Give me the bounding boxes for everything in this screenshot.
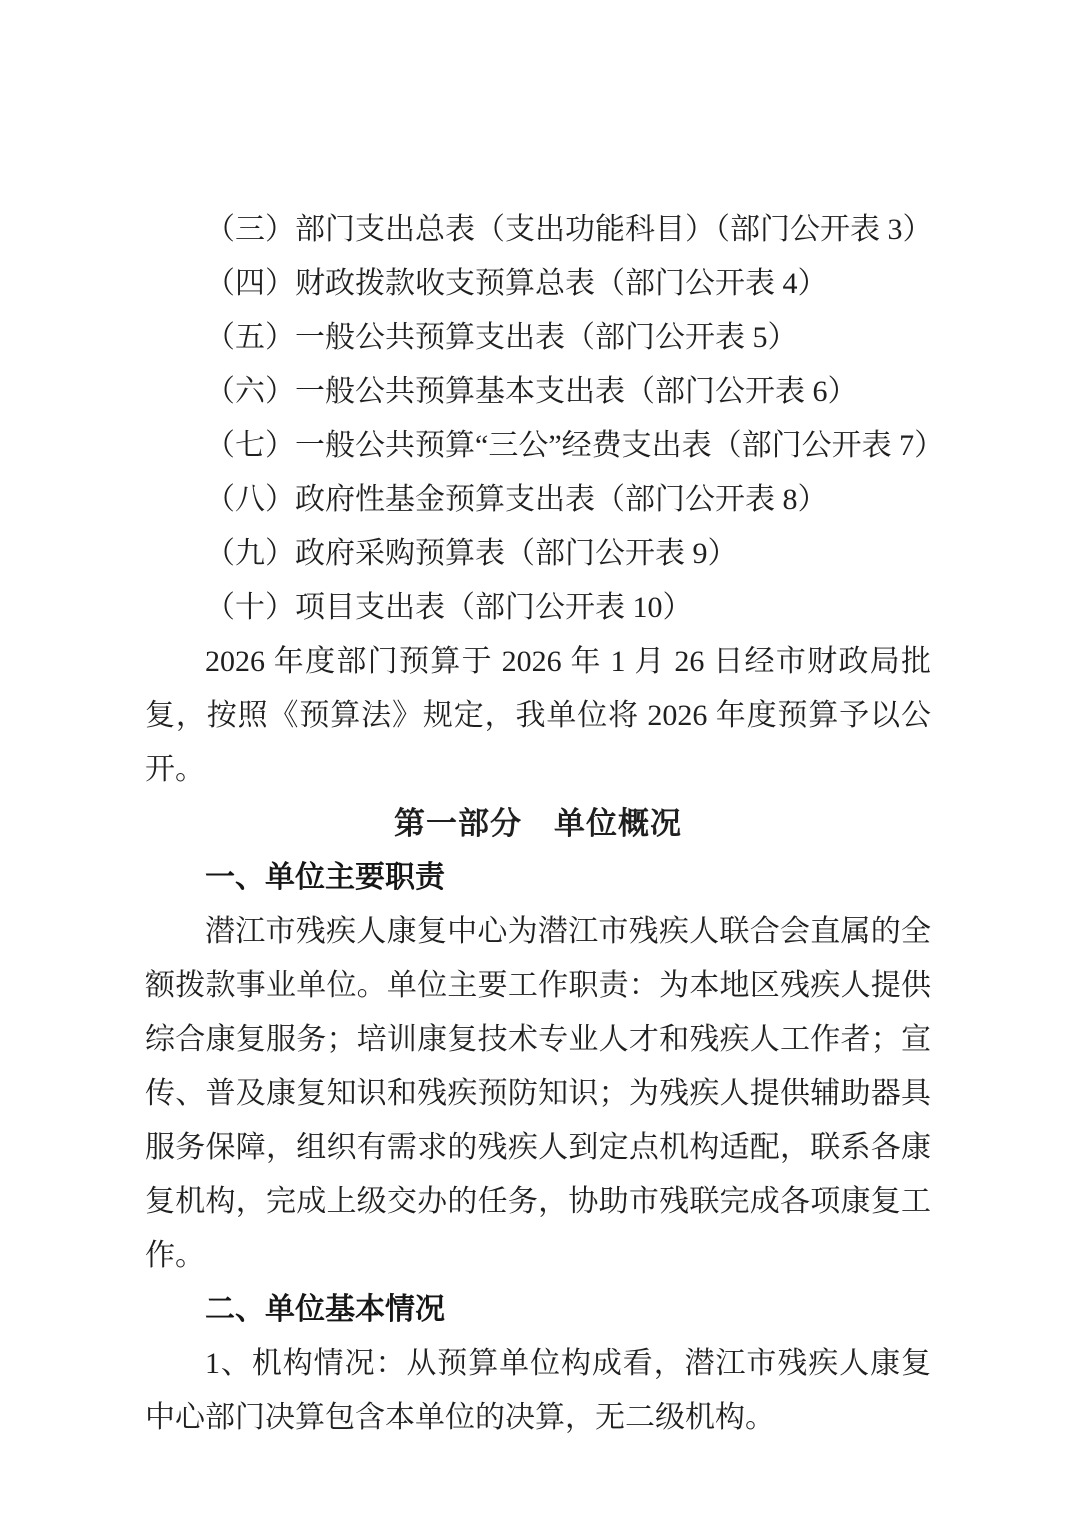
document-content [145, 203, 945, 1445]
toc-item: （四）财政拨款收支预算总表（部门公开表 4） [205, 267, 828, 300]
toc-item: （六）一般公共预算基本支出表（部门公开表 6） [205, 375, 858, 408]
section-body-basic-info: 1、机构情况：从预算单位构成看，潜江市残疾人康复中心部门决算包含本单位的决算，无二级机构。 [145, 1347, 931, 1434]
section-body-duties: 潜江市残疾人康复中心为潜江市残疾人联合会直属的全额拨款事业单位。单位主要工作职责：为本地区残疾人提供综合康复服务；培训康复技术专业人才和残疾人工作者；宣传、普及康复知识和残疾预防知识；为残疾人提供辅助器具服务保障，组织有需求的残疾人到定点机构适配，联系各康复机构，完成上级交办的任务，协助市残联完成各项康复工作。 [145, 915, 931, 1272]
toc-item: （八）政府性基金预算支出表（部门公开表 8） [205, 483, 828, 516]
toc-item: （十）项目支出表（部门公开表 10） [205, 591, 693, 624]
toc-item: （五）一般公共预算支出表（部门公开表 5） [205, 321, 798, 354]
toc-item: （九）政府采购预算表（部门公开表 9） [205, 537, 738, 570]
section-heading-basic-info: 二、单位基本情况 [205, 1293, 445, 1326]
part-title: 第一部分 单位概况 [394, 806, 682, 841]
toc-item: （七）一般公共预算“三公”经费支出表（部门公开表 7） [205, 429, 945, 462]
intro-paragraph: 2026 年度部门预算于 2026 年 1 月 26 日经市财政局批复，按照《预算法》规定，我单位将 2026 年度预算予以公开。 [145, 645, 931, 786]
section-heading-duties: 一、单位主要职责 [205, 861, 445, 894]
toc-item: （三）部门支出总表（支出功能科目）（部门公开表 3） [205, 213, 933, 246]
